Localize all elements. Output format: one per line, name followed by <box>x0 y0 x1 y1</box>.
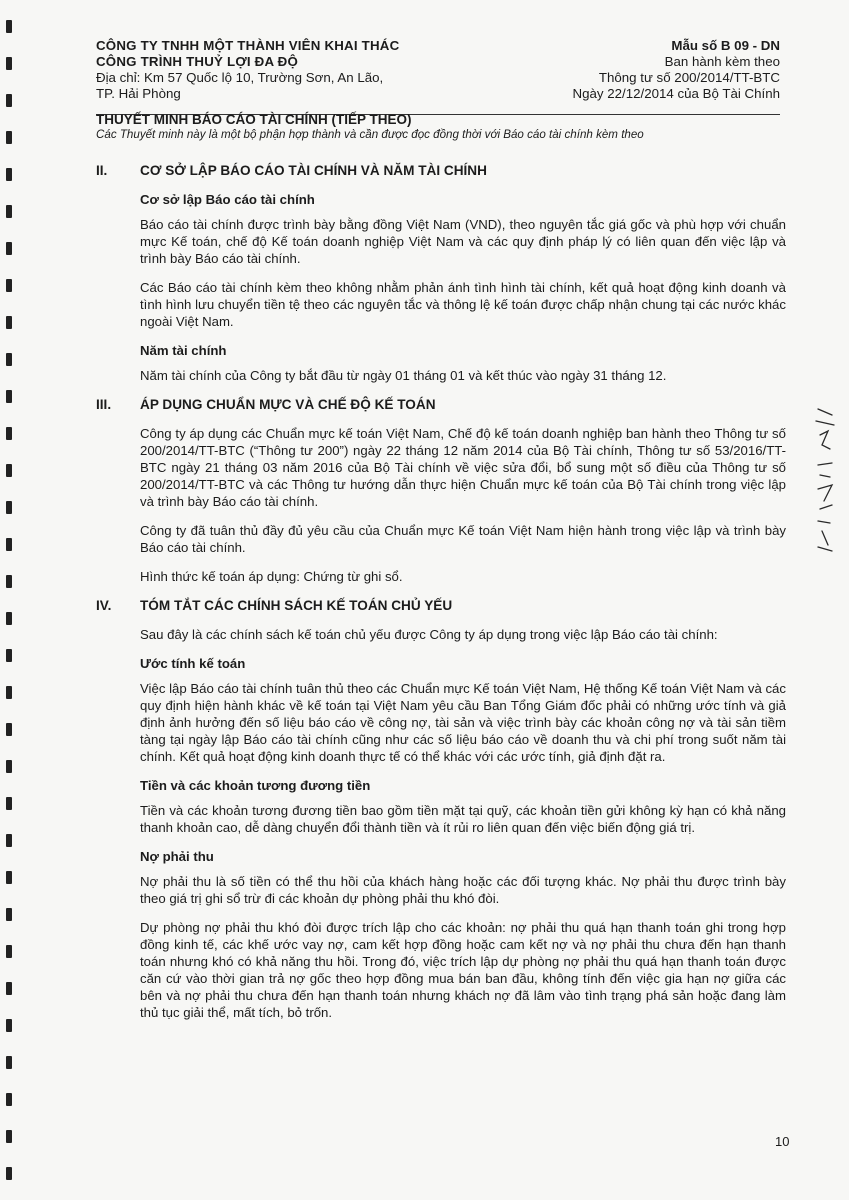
paragraph: Công ty áp dụng các Chuẩn mực kế toán Việt Nam, Chế độ kế toán doanh nghiệp ban hành theo Thông tư số 200/2014/TT-BTC (“Thông tư 200”) ngày 22 tháng 12 năm 2014 của Bộ Tài chính, Thông tư số 53/2016/TT-BTC ngày 21 tháng 03 năm 2016 của Bộ Tài chính về việc sửa đổi, bổ sung một số điều của Thông tư số 200/2014/TT-BTC và các Thông tư hướng dẫn thực hiện Chuẩn mực kế toán của Bộ Tài chính trong việc lập và trình bày Báo cáo tài chính. <box>140 426 786 509</box>
section-title: CƠ SỞ LẬP BÁO CÁO TÀI CHÍNH VÀ NĂM TÀI CHÍNH <box>140 163 487 178</box>
document-header <box>96 38 780 122</box>
document-body <box>96 152 786 1033</box>
section-heading <box>96 162 786 179</box>
form-circular: Thông tư số 200/2014/TT-BTC <box>598 70 780 85</box>
paragraph: Báo cáo tài chính được trình bày bằng đồng Việt Nam (VND), theo nguyên tắc giá gốc và phù hợp với chuẩn mực Kế toán, chế độ Kế toán doanh nghiệp Việt Nam và các quy định pháp lý có liên quan đến việc lập và trình bày Báo cáo tài chính. <box>140 217 786 266</box>
paragraph: Công ty đã tuân thủ đầy đủ yêu cầu của Chuẩn mực Kế toán Việt Nam hiện hành trong việc lập và trình bày Báo cáo tài chính. <box>140 523 786 555</box>
subheading: Năm tài chính <box>140 343 227 358</box>
subheading: Nợ phải thu <box>140 849 214 864</box>
section-number: IV. <box>96 598 112 613</box>
binding-marks <box>6 20 16 1180</box>
paragraph: Các Báo cáo tài chính kèm theo không nhằm phản ánh tình hình tài chính, kết quả hoạt động kinh doanh và tình hình lưu chuyển tiền tệ theo các nguyên tắc và thông lệ kế toán được chấp nhận chung tại các nước khác ngoài Việt Nam. <box>140 280 786 329</box>
paragraph: Việc lập Báo cáo tài chính tuân thủ theo các Chuẩn mực Kế toán Việt Nam, Hệ thống Kế toán Việt Nam và các quy định hiện hành khác về kế toán tại Việt Nam yêu cầu Ban Tổng Giám đốc phải có những ước tính và giả định ảnh hưởng đến số liệu báo cáo về công nợ, tài sản và việc trình bày các khoản công nợ và tài sản tiềm tàng tại ngày lập Báo cáo tài chính cũng như các số liệu báo cáo về doanh thu và chi phí trong suốt năm tài chính. Kết quả hoạt động kinh doanh thực tế có thể khác với các ước tính, giả định đặt ra. <box>140 681 786 764</box>
document-title-block <box>96 112 780 142</box>
paragraph: Nợ phải thu là số tiền có thể thu hồi của khách hàng hoặc các đối tượng khác. Nợ phải thu được trình bày theo giá trị ghi sổ trừ đi các khoản dự phòng phải thu khó đòi. <box>140 874 786 906</box>
section-number: III. <box>96 397 112 412</box>
section-title: ÁP DỤNG CHUẨN MỰC VÀ CHẾ ĐỘ KẾ TOÁN <box>140 397 436 412</box>
section-title: TÓM TẮT CÁC CHÍNH SÁCH KẾ TOÁN CHỦ YẾU <box>140 598 453 613</box>
section-number: II. <box>96 163 108 178</box>
section-heading <box>96 597 786 614</box>
subheading: Tiền và các khoản tương đương tiền <box>140 778 371 793</box>
company-name-line1: CÔNG TY TNHH MỘT THÀNH VIÊN KHAI THÁC <box>96 38 400 53</box>
company-name-line2: CÔNG TRÌNH THUỶ LỢI ĐA ĐỘ <box>96 54 298 69</box>
subheading: Cơ sở lập Báo cáo tài chính <box>140 192 315 207</box>
paragraph: Dự phòng nợ phải thu khó đòi được trích lập cho các khoản: nợ phải thu quá hạn thanh toán ghi trong hợp đồng kinh tế, các khế ước vay nợ, cam kết hợp đồng hoặc cam kết nợ và nợ phải thu chưa đến hạn thanh toán nhưng khó có khả năng thu hồi. Trong đó, việc trích lập dự phòng nợ phải thu quá hạn thanh toán được căn cứ vào thời gian trả nợ gốc theo hợp đồng mua bán ban đầu, không tính đến việc gia hạn nợ giữa các bên và nợ phải thu chưa đến hạn thanh toán nhưng khách nợ đã lâm vào tình trạng phá sản hoặc đang làm thủ tục giải thể, mất tích, bỏ trốn. <box>140 920 786 1020</box>
company-block <box>96 38 399 102</box>
company-address-line2: TP. Hải Phòng <box>96 86 181 101</box>
document-title: THUYẾT MINH BÁO CÁO TÀI CHÍNH (TIẾP THEO) <box>96 112 412 127</box>
paragraph: Hình thức kế toán áp dụng: Chứng từ ghi sổ. <box>140 569 403 584</box>
form-code: Mẫu số B 09 - DN <box>671 38 780 53</box>
page-number: 10 <box>775 1134 790 1149</box>
paragraph: Năm tài chính của Công ty bắt đầu từ ngày 01 tháng 01 và kết thúc vào ngày 31 tháng 12. <box>140 368 667 383</box>
handwritten-margin-note <box>808 405 844 555</box>
form-issued-with: Ban hành kèm theo <box>664 54 780 69</box>
subheading: Ước tính kế toán <box>140 656 246 671</box>
section-heading <box>96 396 786 413</box>
paragraph: Sau đây là các chính sách kế toán chủ yếu được Công ty áp dụng trong việc lập Báo cáo tài chính: <box>140 627 718 642</box>
company-address-line1: Địa chỉ: Km 57 Quốc lộ 10, Trường Sơn, An Lão, <box>96 70 384 85</box>
document-subtitle: Các Thuyết minh này là một bộ phận hợp thành và cần được đọc đồng thời với Báo cáo tài chính kèm theo <box>96 128 644 141</box>
form-date: Ngày 22/12/2014 của Bộ Tài Chính <box>572 86 780 101</box>
form-info-block <box>573 38 780 102</box>
paragraph: Tiền và các khoản tương đương tiền bao gồm tiền mặt tại quỹ, các khoản tiền gửi không kỳ hạn có khả năng thanh khoản cao, dễ dàng chuyển đổi thành tiền và ít rủi ro liên quan đến việc biến động giá trị. <box>140 803 786 835</box>
